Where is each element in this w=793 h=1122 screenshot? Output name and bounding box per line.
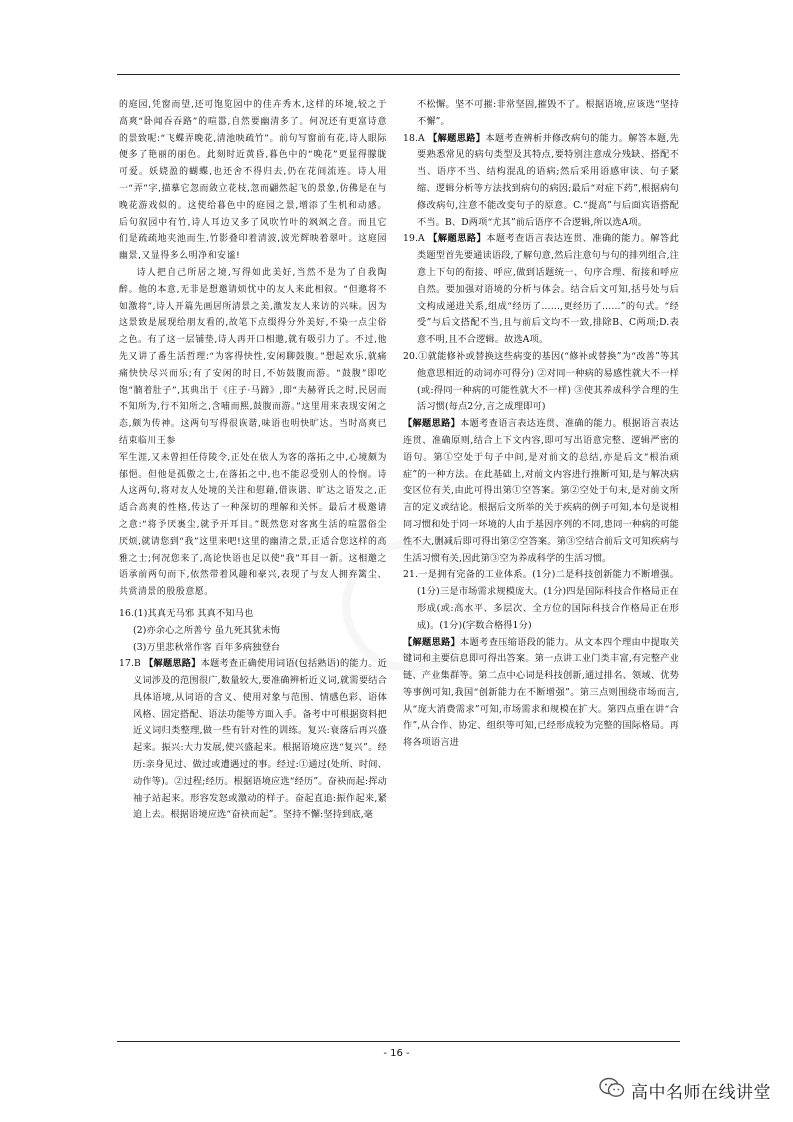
- answer-17-number: 17.B: [119, 658, 141, 670]
- answer-17-text: 本题考查正确使用词语(包括熟语)的能力。近义词涉及的范围很广,数量较大,要准确辨析近义词,就需要结合具体语境,从词语的含义、使用对象与范围、情感色彩、语体风格、固定搭配、语法功能等方面入手。备考中可根据资料把近义词归类整理,做一些有针对性的训练。复兴:衰落后再兴盛起来。振兴:大力发展,使兴盛起来。根据语境应选“复兴”。经历:亲身见过、做过或遭遇过的事。经过:①通过(处所、时间、动作等)。②过程;经历。根据语境应选“经历”。奋袂而起:挥动袖子站起来。形容发怒或激动的样子。奋起直追:振作起来,紧追上去。根据语境应选“奋袂而起”。坚持不懈:坚持到底,毫: [133, 658, 387, 821]
- answer-18-text: 本题考查辨析并修改病句的能力。解答本题,先要熟悉常见的病句类型及其特点,要特别注意成分残缺、搭配不当、语序不当、结构混乱的语病;然后采用语感审读、句子紧缩、逻辑分析等方法找到病句的病因;最后“对症下药”,根据病句修改病句,注意不能改变句子的原意。C.“提高”与后面宾语搭配不当。B、D两项“尤其”前后语序不合逻辑,所以选A项。: [417, 132, 679, 228]
- answer-20: 20.①就能修补或替换这些病变的基因(“修补或替换”为“改善”等其他意思相近的动词亦可得分) ②对同一种病的易感性就大不一样(或:得同一种病的可能性就大不一样) ③使其养成科学合理的生活习惯(每点2分,言之成理即可): [403, 350, 679, 413]
- commentary-paragraph-1: 的庭园,凭窗而望,还可饱览园中的佳卉秀木,这样的环境,较之于高爽“卧闻吞吞路”的喧嚣,自然要幽清多了。何况还有更富诗意的景致呢:“飞蝶弄晚花,清池映疏竹”。前句写窗前有花,诗人眼际便多了艳丽的丽色。此刻时近黄昏,暮色中的“晚花”更显得朦胧可爱。妖娆盈的蝴蝶,也还舍不得归去,仍在花间流连。诗人用一“弄”字,描摹它忽而敛立花枝,忽而翩然起飞的景象,仿佛是在与晚花游戏似的。这使给暮色中的庭园之景,增添了生机和动感。后句叙园中有竹,诗人耳边又多了风吹竹叶的飒飒之音。而且它们是疏疏地夹池而生,竹影叠印着清波,波光辉映着翠叶。这庭园幽景,又显得多么明净和安谧!: [119, 100, 387, 262]
- answer-16-1: 16.(1)其真无马邪 其真不知马也: [119, 607, 254, 619]
- answer-21: 21.一是拥有完备的工业体系。(1分)二是科技创新能力不断增强。(1分)三是市场需求规模庞大。(1分)四是国际科技合作格局正在形成(或:高水平、多层次、全方位的国际科技合作格局正在形成)。(1分)(字数合格得1分): [403, 569, 679, 631]
- answer-21-explanation-text: 本题考查压缩语段的能力。从文本四个理由中提取关键词和主要信息即可得出答案。第一点讲工业门类丰富,有完整产业链、产业集群等。第二点中心词是科技创新,通过排名、领域、优势等事例可知,我国“创新能力在不断增强”。第三点则围绕市场而言,从“庞大消费需求”可知,市场需求和规模在扩大。第四点重在讲“合作”,从合作、协定、组织等可知,已经形成较为完整的国际格局。再将各项语言进: [403, 636, 679, 749]
- right-column: [403, 97, 679, 752]
- answer-19-number: 19.A: [403, 233, 425, 245]
- answer-21-tag: 【解题思路】: [403, 636, 461, 648]
- answer-16-3: (3)万里悲秋常作客 百年多病独登台: [133, 641, 281, 653]
- commentary-paragraph-3: 军生涯,又未曾担任侍陵令,正处在依人为客的落拓之中,心境颇为郁悒。但他是孤傲之士,在落拓之中,也不能忍受别人的怜悯。诗人这两句,将对友人处境的关注和慰藉,借诙谐、旷达之语发之,正适合高爽的性格,传达了一种深切的理解和关怀。最后才极邀请之意:“将予厌裏尘,就予开耳目。”既然您对客寓生活的喧嚣俗尘厌烦,就请您到“我”这里来吧!这里的幽清之景,正适合您这样的高雅之士;何况您来了,高论快语也足以使“我”耳目一新。这相邀之语承前两句而下,依然带着风趣和豪兴,表现了与友人拥弃篱尘、共赏清景的殷殷意愿。: [119, 452, 387, 598]
- wechat-icon: [599, 1077, 625, 1103]
- answer-18: [403, 131, 679, 232]
- answer-19-text: 本题考查语言表达连贯、准确的能力。解答此类题型首先要通读语段,了解句意,然后注意句与句的排列组合,注意上下句的衔接、呼应,做到话题统一、句序合理、衔接和呼应自然。要加强对语境的分析与体会。结合后文可知,括号处与后文构成递进关系,组成“经历了……,更经历了……”的句式。“经受”与后文搭配不当,且与前后文均不一致,排除B、C两项;D.表意不明,且不合逻辑。故选A项。: [417, 233, 679, 346]
- answer-20-tag: 【解题思路】: [403, 418, 461, 430]
- brand-watermark: [599, 1077, 771, 1103]
- left-column: [119, 97, 387, 824]
- answer-17-continued: 不松懈。坚不可摧:非常坚固,摧毁不了。根据语境,应该选“坚持不懈”。: [417, 99, 679, 127]
- answer-16-2: (2)亦余心之所善兮 虽九死其犹未悔: [133, 624, 281, 636]
- brand-text: 高中名师在线讲堂: [631, 1082, 771, 1103]
- answer-18-tag: 【解题思路】: [428, 132, 486, 144]
- answer-20-explanation: [403, 416, 679, 567]
- footer-rule: [117, 1041, 680, 1042]
- commentary-paragraph-2: 诗人把自己所居之境,写得如此美好,当然不是为了自我陶醉。他的本意,无非是想邀请烦忧中的友人来此相叙。“但邀将不如激将”,诗人开篇先画居所清景之美,激发友人来访的兴味。因为这景致是展现给朋友看的,故笔下点缀得分外美好,不染一点尘俗之色。有了这一层铺垫,诗人再开口相邀,就有吸引力了。不过,他先又讲了番生活哲理:“为客得快性,安闲聊鼓腹。”想起欢乐,就痛痛快快尽兴而乐;有了安闲的时日,不妨鼓腹而游。“鼓腹”即吃饱“腩着肚子”,其典出于《庄子·马蹄》,即“夫赫胥氏之时,民居而不知所为,行不知所之,含哺而熙,鼓腹而游。”这里用来表现安闲之态,颇为传神。这两句写得很诙谐,味语也明快旷达。当时高爽已结束临川王参: [119, 267, 387, 446]
- answer-20-explanation-text: 本题考查语言表达连贯、准确的能力。根据语言表达连贯、准确原则,结合上下文内容,即可写出语意完整、逻辑严密的语句。第①空处于句子中间,是对前文的总结,亦是后文“根治顽症”的一种方法。在此基础上,对前文内容进行推断可知,是与解决病变区位有关,由此可得出第①空答案。第②空处于句末,是对前文所言的定义或结论。根据后文所举的关于疾病的例子可知,本句是说相同习惯和处于同一环境的人由于基因序列的不同,患同一种病的可能性不大,删减后即可得出第②空答案。第③空结合前后文可知疾病与生活习惯有关,因此第③空为养成科学的生活习惯。: [403, 418, 679, 564]
- answer-17-tag: 【解题思路】: [144, 658, 201, 670]
- answer-18-number: 18.A: [403, 132, 425, 144]
- answer-21-explanation: [403, 635, 679, 753]
- header-rule: [117, 74, 680, 75]
- answer-17: [119, 656, 387, 824]
- page-number: - 16 -: [383, 1048, 410, 1059]
- answer-19-tag: 【解题思路】: [428, 233, 487, 245]
- answer-19: [403, 231, 679, 349]
